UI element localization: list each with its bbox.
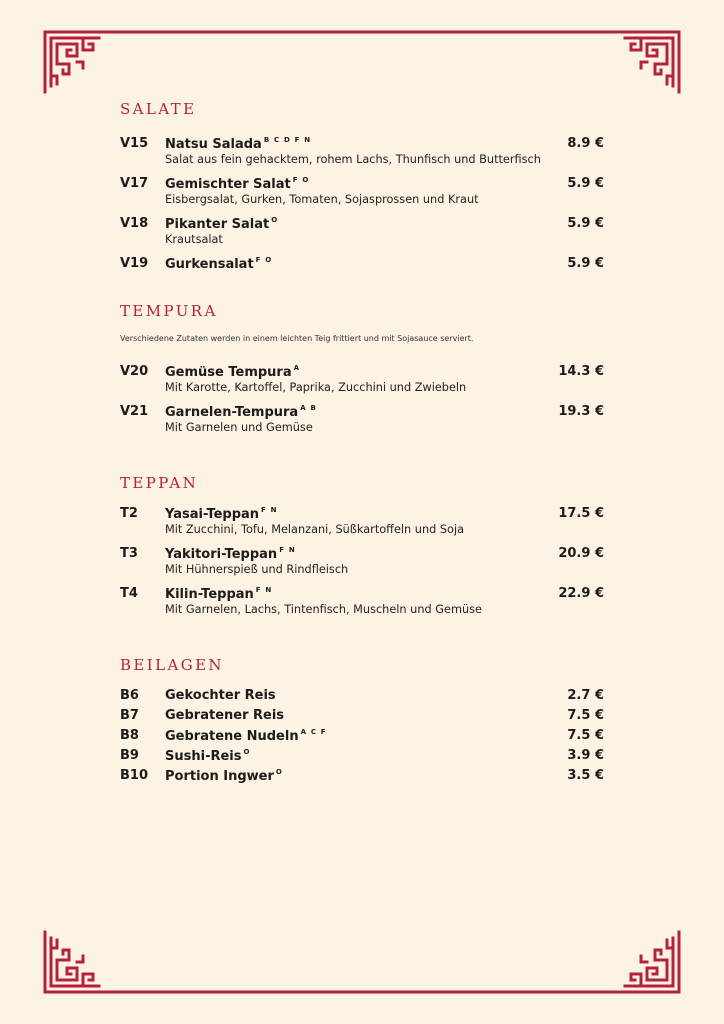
item-code: B9 xyxy=(120,748,139,763)
item-name: Pikanter Salat $^O$ xyxy=(165,216,279,232)
section-beilagen xyxy=(120,656,604,784)
item-name: Gebratene Nudeln $^{A C F}$ xyxy=(165,728,327,744)
item-code: B6 xyxy=(120,688,139,703)
item-price: 5.9 € xyxy=(567,216,604,231)
item-code: T3 xyxy=(120,546,138,561)
item-code: T2 xyxy=(120,506,138,521)
item-name: Kilin-Teppan $^{F N}$ xyxy=(165,586,273,602)
item-price: 22.9 € xyxy=(558,586,604,601)
item-code: V17 xyxy=(120,176,149,191)
allergen-codes: B C D F N xyxy=(263,136,312,144)
allergen-codes: O xyxy=(275,768,284,776)
item-code: V19 xyxy=(120,256,149,271)
section-tempura xyxy=(120,302,604,434)
item-description: Eisbergsalat, Gurken, Tomaten, Sojasprossen und Kraut xyxy=(165,193,479,206)
allergen-codes: F N xyxy=(279,546,296,554)
item-code: V20 xyxy=(120,364,149,379)
section-teppan xyxy=(120,474,604,616)
allergen-codes: F O xyxy=(292,176,310,184)
item-price: 17.5 € xyxy=(558,506,604,521)
allergen-codes: F N xyxy=(255,586,273,594)
section-title: SALATE xyxy=(120,100,197,118)
item-description: Mit Karotte, Kartoffel, Paprika, Zucchini und Zwiebeln xyxy=(165,381,467,394)
item-name: Natsu Salada $^{B C D F N}$ xyxy=(165,136,312,152)
item-price: 7.5 € xyxy=(567,728,604,743)
item-description: Mit Garnelen und Gemüse xyxy=(165,421,313,434)
item-description: Krautsalat xyxy=(165,233,223,246)
item-description: Mit Garnelen, Lachs, Tintenfisch, Muscheln und Gemüse xyxy=(165,603,482,616)
item-name: Gemüse Tempura $^A$ xyxy=(165,364,301,380)
section-title: TEPPAN xyxy=(120,474,199,492)
item-name: Gebratener Reis xyxy=(165,708,285,723)
allergen-codes: O xyxy=(243,748,251,756)
item-price: 5.9 € xyxy=(567,256,604,271)
item-price: 8.9 € xyxy=(567,136,604,151)
item-name: Gemischter Salat $^{F O}$ xyxy=(165,176,310,192)
item-price: 19.3 € xyxy=(558,404,604,419)
allergen-codes: A C F xyxy=(300,728,327,736)
section-salate xyxy=(120,100,604,272)
item-code: B8 xyxy=(120,728,139,743)
item-price: 20.9 € xyxy=(558,546,604,561)
item-name: Yakitori-Teppan $^{F N}$ xyxy=(165,546,296,562)
item-description: Mit Hühnerspieß und Rindfleisch xyxy=(165,563,349,576)
item-code: V15 xyxy=(120,136,149,151)
item-description: Salat aus fein gehacktem, rohem Lachs, Thunfisch und Butterfisch xyxy=(165,153,541,166)
item-price: 3.9 € xyxy=(567,748,604,763)
item-price: 14.3 € xyxy=(558,364,604,379)
item-price: 5.9 € xyxy=(567,176,604,191)
item-name: Garnelen-Tempura $^{A B}$ xyxy=(165,404,317,420)
item-code: B10 xyxy=(120,768,148,783)
allergen-codes: O xyxy=(271,216,279,224)
allergen-codes: F N xyxy=(261,506,278,514)
section-title: TEMPURA xyxy=(120,302,218,320)
allergen-codes: A B xyxy=(300,404,317,412)
item-name: Portion Ingwer $^O$ xyxy=(165,768,284,784)
item-price: 3.5 € xyxy=(567,768,604,783)
item-price: 7.5 € xyxy=(567,708,604,723)
section-title: BEILAGEN xyxy=(120,656,224,674)
item-name: Sushi-Reis $^O$ xyxy=(165,748,251,764)
allergen-codes: A xyxy=(293,364,301,372)
section-note: Verschiedene Zutaten werden in einem leichten Teig frittiert und mit Sojasauce serviert. xyxy=(120,334,474,343)
item-name: Gekochter Reis xyxy=(165,688,276,703)
item-name: Gurkensalat $^{F O}$ xyxy=(165,256,273,272)
item-name: Yasai-Teppan $^{F N}$ xyxy=(165,506,278,522)
item-code: V21 xyxy=(120,404,149,419)
item-price: 2.7 € xyxy=(567,688,604,703)
item-code: T4 xyxy=(120,586,138,601)
item-code: B7 xyxy=(120,708,139,723)
item-description: Mit Zucchini, Tofu, Melanzani, Süßkartoffeln und Soja xyxy=(165,523,465,536)
item-code: V18 xyxy=(120,216,149,231)
allergen-codes: F O xyxy=(255,256,273,264)
